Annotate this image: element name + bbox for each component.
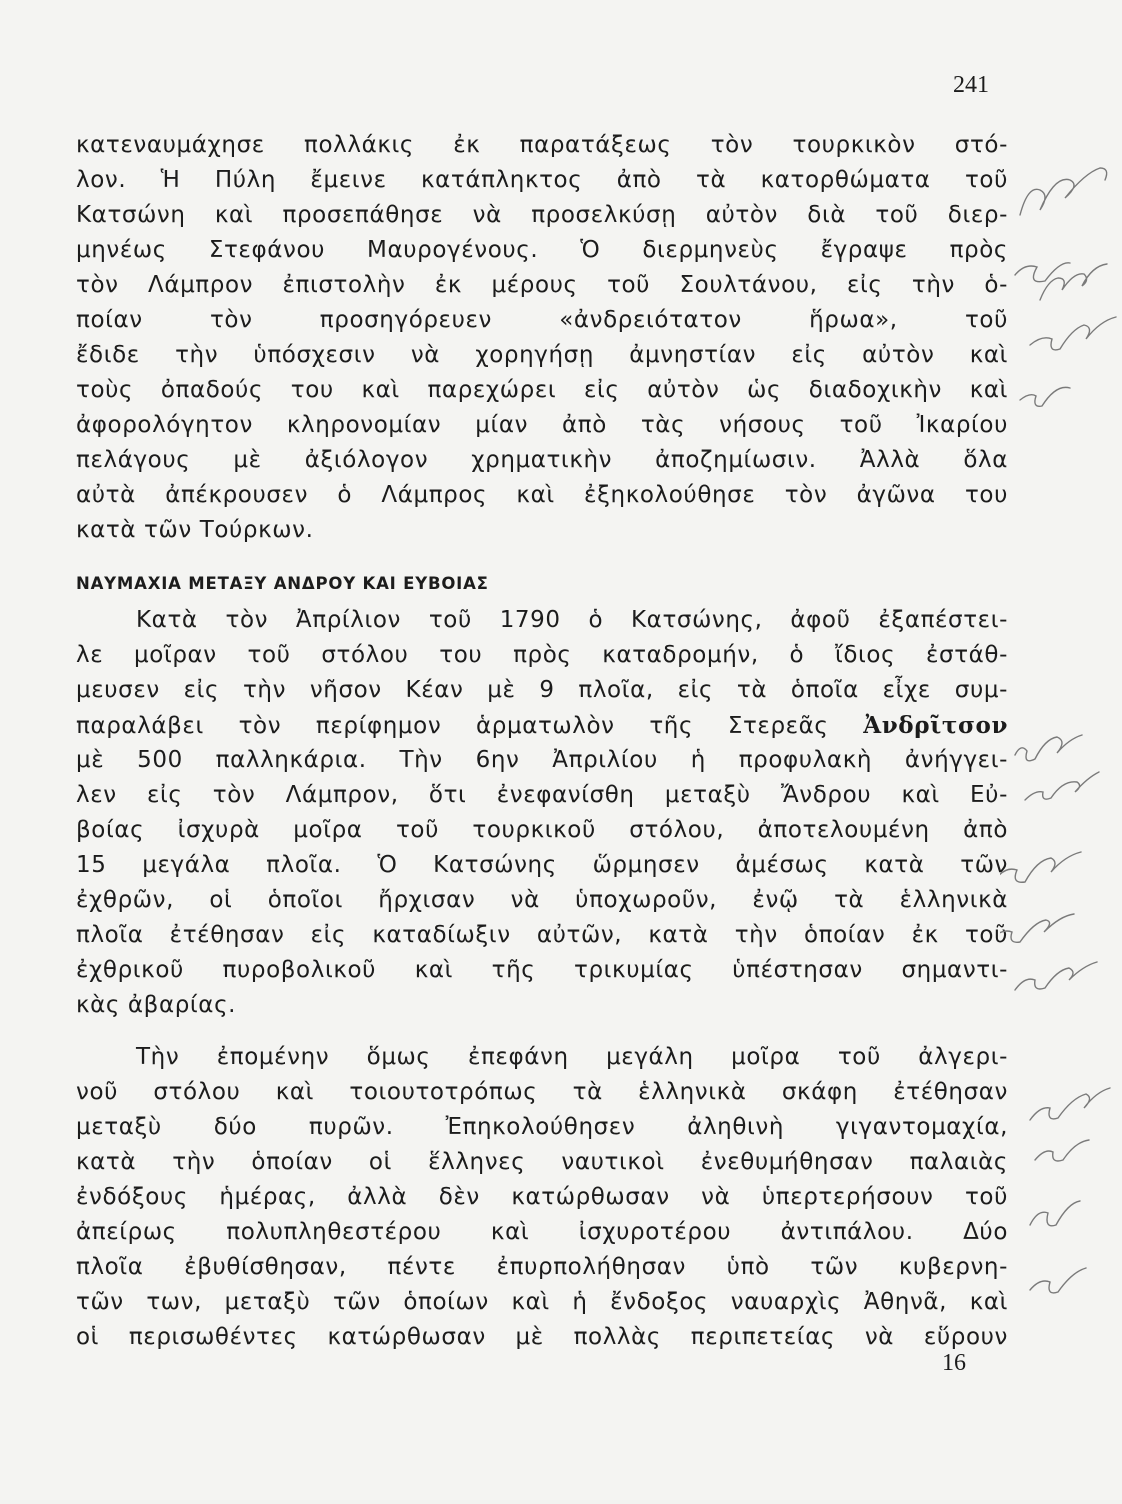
page-number: 241 (953, 72, 989, 98)
paragraph-3 (76, 1040, 1008, 1355)
text-line: τῶν των, μεταξὺ τῶν ὁποίων καὶ ἡ ἔνδοξος ναυαρχὶς Ἀθηνᾶ, καὶ (76, 1289, 1008, 1315)
text-line: μευσεν εἰς τὴν νῆσον Κέαν μὲ 9 πλοῖα, εἰς τὰ ὁποῖα εἶχε συμ- (76, 677, 1008, 703)
text-line: Τὴν ἐπομένην ὅμως ἐπεφάνη μεγάλη μοῖρα τοῦ ἀλγερι- (136, 1044, 1008, 1070)
paragraph-2 (76, 603, 1008, 1023)
text-line: τοὺς ὀπαδούς του καὶ παρεχώρει εἰς αὐτὸν ὡς διαδοχικὴν καὶ (76, 377, 1008, 403)
text-line: πελάγους μὲ ἀξιόλογον χρηματικὴν ἀποζημίωσιν. Ἀλλὰ ὅλα (76, 447, 1008, 473)
pencil-scribble-icon (1000, 0, 1122, 1500)
text-line: πλοῖα ἐτέθησαν εἰς καταδίωξιν αὐτῶν, κατὰ τὴν ὁποίαν ἐκ τοῦ (76, 922, 1008, 948)
text-line: ἀπείρως πολυπληθεστέρου καὶ ἰσχυροτέρου ἀντιπάλου. Δύο (76, 1219, 1008, 1245)
text-line: κατεναυμάχησε πολλάκις ἐκ παρατάξεως τὸν τουρκικὸν στό- (76, 132, 1008, 158)
text-line: μὲ 500 παλληκάρια. Τὴν 6ην Ἀπριλίου ἡ προφυλακὴ ἀνήγγει- (76, 747, 1008, 773)
text-line: ἐνδόξους ἡμέρας, ἀλλὰ δὲν κατώρθωσαν νὰ ὑπερτερήσουν τοῦ (76, 1184, 1008, 1210)
text-line-with-name (76, 708, 1008, 743)
text-line: ποίαν τὸν προσηγόρευεν «ἀνδρειότατον ἥρωα», τοῦ (76, 307, 1008, 333)
text-line: κὰς ἀβαρίας. (76, 992, 237, 1018)
text-line: λεν εἰς τὸν Λάμπρον, ὅτι ἐνεφανίσθη μεταξὺ Ἄνδρου καὶ Εὐ- (76, 782, 1008, 808)
section-heading: ΝΑΥΜΑΧΙΑ ΜΕΤΑΞΥ ΑΝΔΡΟΥ ΚΑΙ ΕΥΒΟΙΑΣ (76, 574, 489, 593)
text-line: 15 μεγάλα πλοῖα. Ὁ Κατσώνης ὥρμησεν ἀμέσως κατὰ τῶν (76, 852, 1008, 878)
text-line: αὐτὰ ἀπέκρουσεν ὁ Λάμπρος καὶ ἐξηκολούθησε τὸν ἀγῶνα του (76, 482, 1008, 508)
signature-number: 16 (942, 1350, 966, 1376)
text-line: κατὰ τὴν ὁποίαν οἱ ἕλληνες ναυτικοὶ ἐνεθυμήθησαν παλαιὰς (76, 1149, 1008, 1175)
bold-proper-name: Ἀνδρῖτσον (863, 712, 1008, 739)
text-line: μεταξὺ δύο πυρῶν. Ἐπηκολούθησεν ἀληθινὴ γιγαντομαχία, (76, 1114, 1008, 1140)
text-line: Κατὰ τὸν Ἀπρίλιον τοῦ 1790 ὁ Κατσώνης, ἀφοῦ ἐξαπέστει- (136, 607, 1008, 633)
paragraph-1 (76, 128, 1008, 548)
text-line: ἐχθρῶν, οἱ ὁποῖοι ἤρχισαν νὰ ὑποχωροῦν, ἐνῷ τὰ ἑλληνικὰ (76, 887, 1008, 913)
text-line: λον. Ἡ Πύλη ἔμεινε κατάπληκτος ἀπὸ τὰ κατορθώματα τοῦ (76, 167, 1008, 193)
text-segment: παραλάβει τὸν περίφημον ἁρματωλὸν τῆς Στερεᾶς (76, 713, 829, 739)
text-line: ἐχθρικοῦ πυροβολικοῦ καὶ τῆς τρικυμίας ὑπέστησαν σημαντι- (76, 957, 1008, 983)
text-line: οἱ περισωθέντες κατώρθωσαν μὲ πολλὰς περιπετείας νὰ εὕρουν (76, 1324, 1008, 1350)
text-line: ἔδιδε τὴν ὑπόσχεσιν νὰ χορηγήσῃ ἀμνηστίαν εἰς αὐτὸν καὶ (76, 342, 1008, 368)
text-line: νοῦ στόλου καὶ τοιουτοτρόπως τὰ ἑλληνικὰ σκάφη ἐτέθησαν (76, 1079, 1008, 1105)
text-line: Κατσώνη καὶ προσεπάθησε νὰ προσελκύσῃ αὐτὸν διὰ τοῦ διερ- (76, 202, 1008, 228)
text-line: τὸν Λάμπρον ἐπιστολὴν ἐκ μέρους τοῦ Σουλτάνου, εἰς τὴν ὁ- (76, 272, 1008, 298)
text-line: λε μοῖραν τοῦ στόλου του πρὸς καταδρομήν, ὁ ἴδιος ἐστάθ- (76, 642, 1008, 668)
text-line: βοίας ἰσχυρὰ μοῖρα τοῦ τουρκικοῦ στόλου, ἀποτελουμένη ἀπὸ (76, 817, 1008, 843)
text-line: κατὰ τῶν Τούρκων. (76, 517, 314, 543)
text-line: πλοῖα ἐβυθίσθησαν, πέντε ἐπυρπολήθησαν ὑπὸ τῶν κυβερνη- (76, 1254, 1008, 1280)
handwritten-margin-notes (1000, 0, 1122, 1500)
text-line: ἀφορολόγητον κληρονομίαν μίαν ἀπὸ τὰς νήσους τοῦ Ἰκαρίου (76, 412, 1008, 438)
text-line: μηνέως Στεφάνου Μαυρογένους. Ὁ διερμηνεὺς ἔγραψε πρὸς (76, 237, 1008, 263)
